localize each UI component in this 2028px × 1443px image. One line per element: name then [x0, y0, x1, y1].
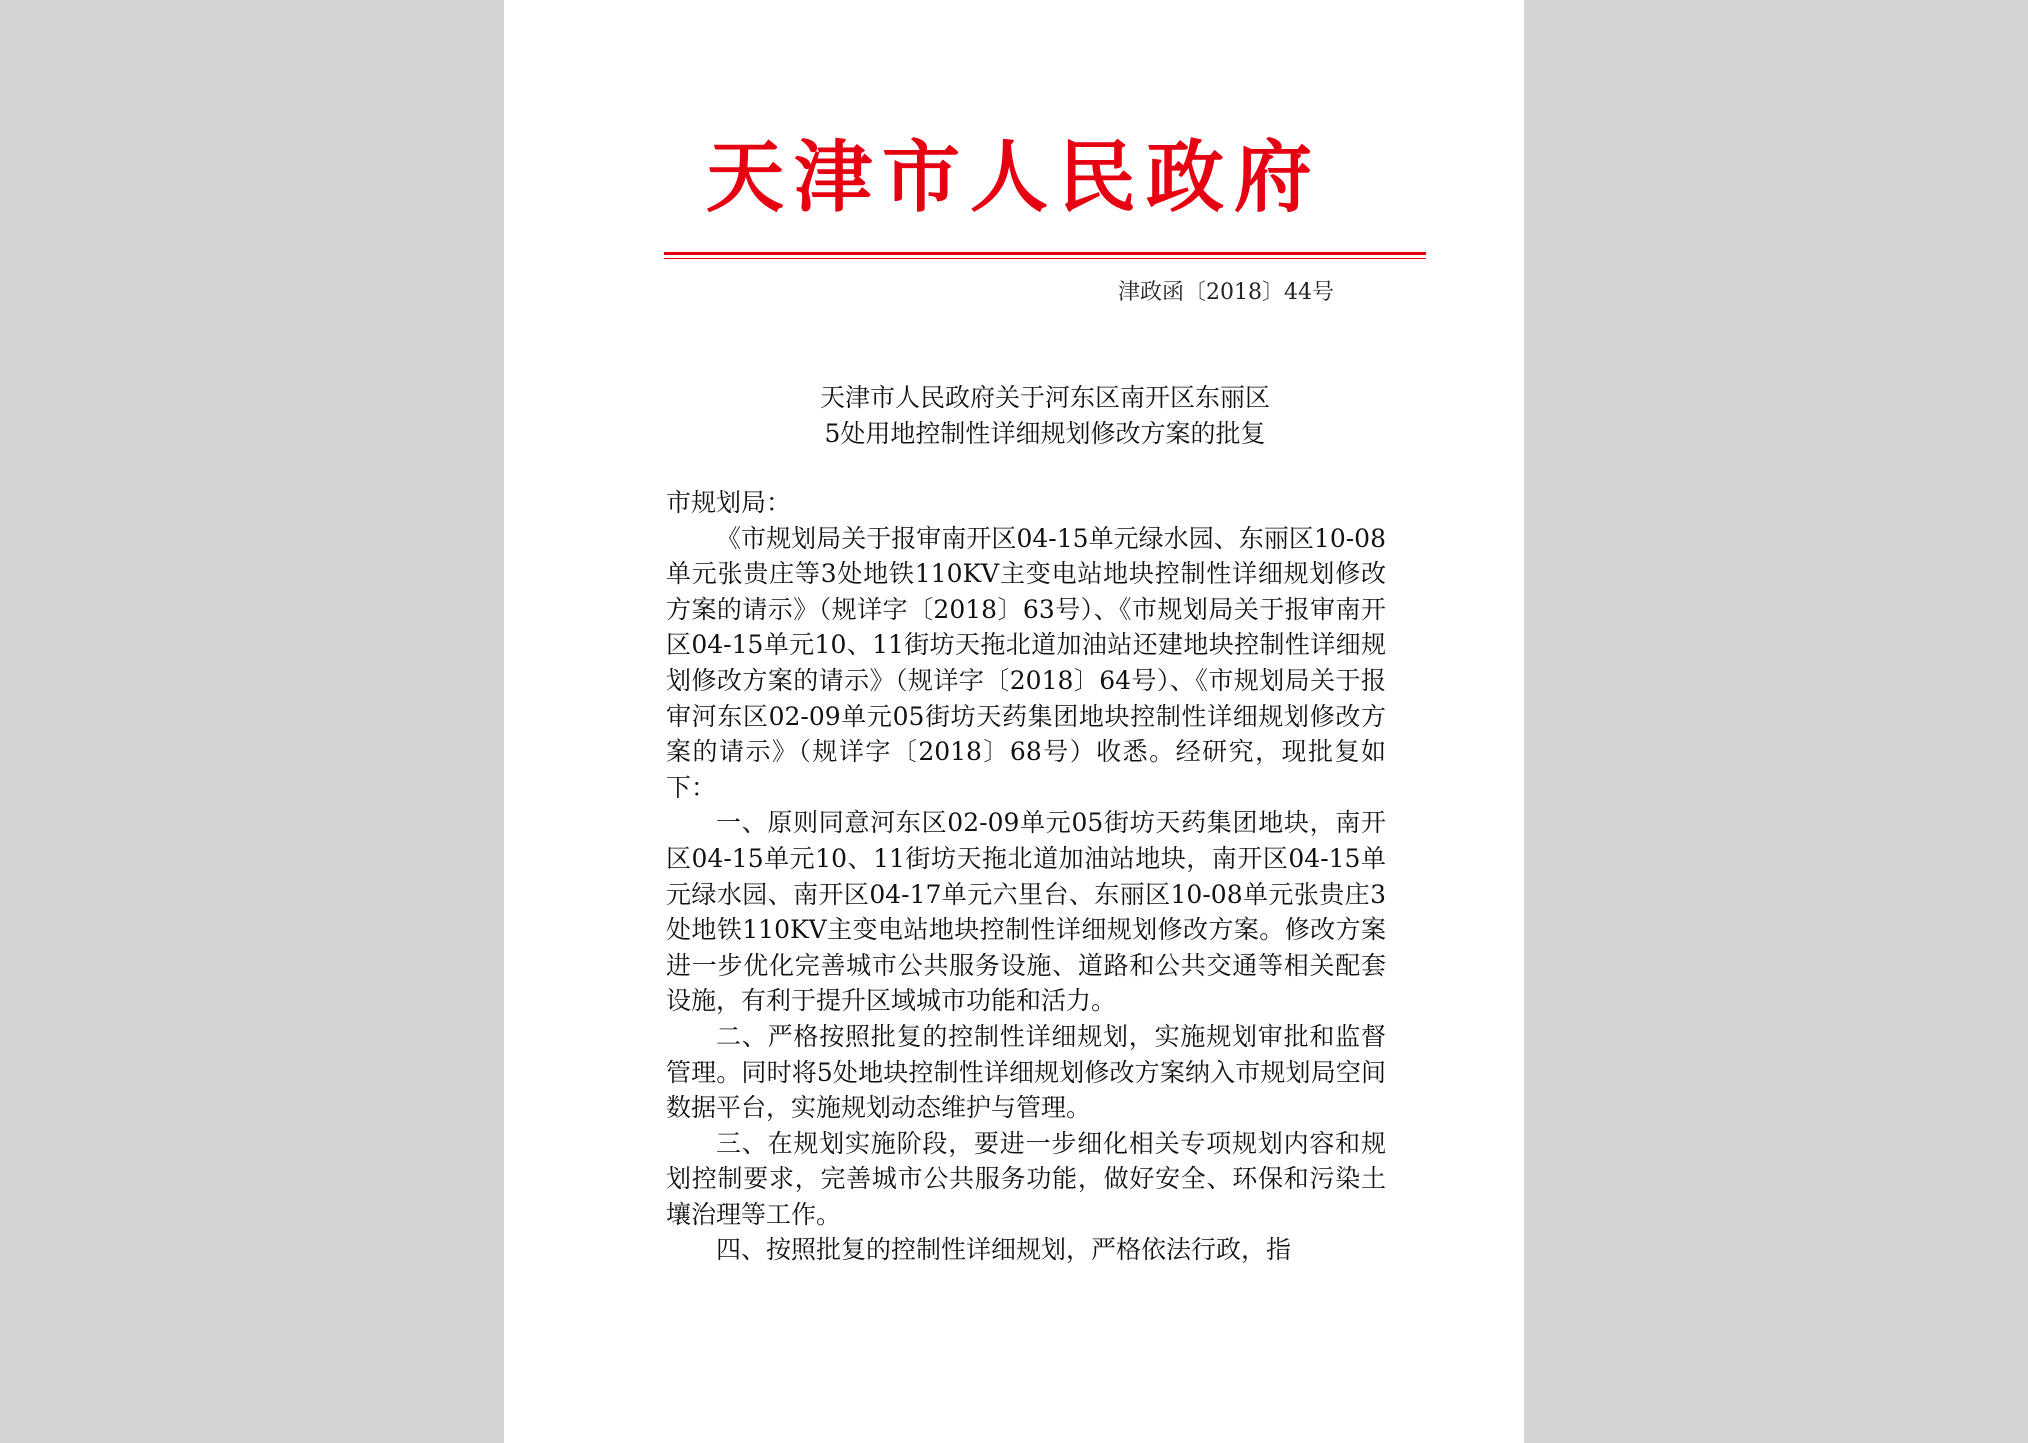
red-divider-line-thin — [664, 258, 1426, 259]
body-paragraph-2: 二、严格按照批复的控制性详细规划，实施规划审批和监督管理。同时将5处地块控制性详细规划修改方案纳入市规划局空间数据平台，实施规划动态维护与管理。 — [666, 1021, 1386, 1123]
addressee: 市规划局： — [666, 488, 792, 517]
document-number: 津政函〔2018〕44号 — [1118, 280, 1334, 305]
document-title-line-1: 天津市人民政府关于河东区南开区东丽区 — [819, 383, 1270, 412]
body-paragraph-intro: 《市规划局关于报审南开区04-15单元绿水园、东丽区10-08单元张贵庄等3处地铁110KV主变电站地块控制性详细规划修改方案的请示》（规详字〔2018〕63号）、《市规划局关于报审南开区04-15单元10、11街坊天拖北道加油站还建地块控制性详细规划修改方案的请示》（规详字〔2018〕64号）、《市规划局关于报审河东区02-09单元05街坊天药集团地块控制性详细规划修改方案的请示》（规详字〔2018〕68号）收悉。经研究，现批复如下： — [666, 523, 1386, 802]
body-paragraph-1: 一、原则同意河东区02-09单元05街坊天药集团地块，南开区04-15单元10、11街坊天拖北道加油站地块，南开区04-15单元绿水园、南开区04-17单元六里台、东丽区10-08单元张贵庄3处地铁110KV主变电站地块控制性详细规划修改方案。修改方案进一步优化完善城市公共服务设施、道路和公共交通等相关配套设施，有利于提升区域城市功能和活力。 — [666, 808, 1386, 1016]
body-paragraph-4: 四、按照批复的控制性详细规划，严格依法行政，指 — [716, 1235, 1292, 1265]
body-paragraph-3: 三、在规划实施阶段，要进一步细化相关专项规划内容和规划控制要求，完善城市公共服务功能，做好安全、环保和污染土壤治理等工作。 — [666, 1128, 1386, 1229]
document-title — [664, 380, 1426, 452]
red-divider-line — [664, 252, 1426, 255]
document-title-line-2: 5处用地控制性详细规划修改方案的批复 — [824, 419, 1266, 448]
document-page — [504, 0, 1524, 1443]
issuer-title: 天津市人民政府 — [705, 133, 1322, 223]
document-body — [666, 485, 1386, 1268]
